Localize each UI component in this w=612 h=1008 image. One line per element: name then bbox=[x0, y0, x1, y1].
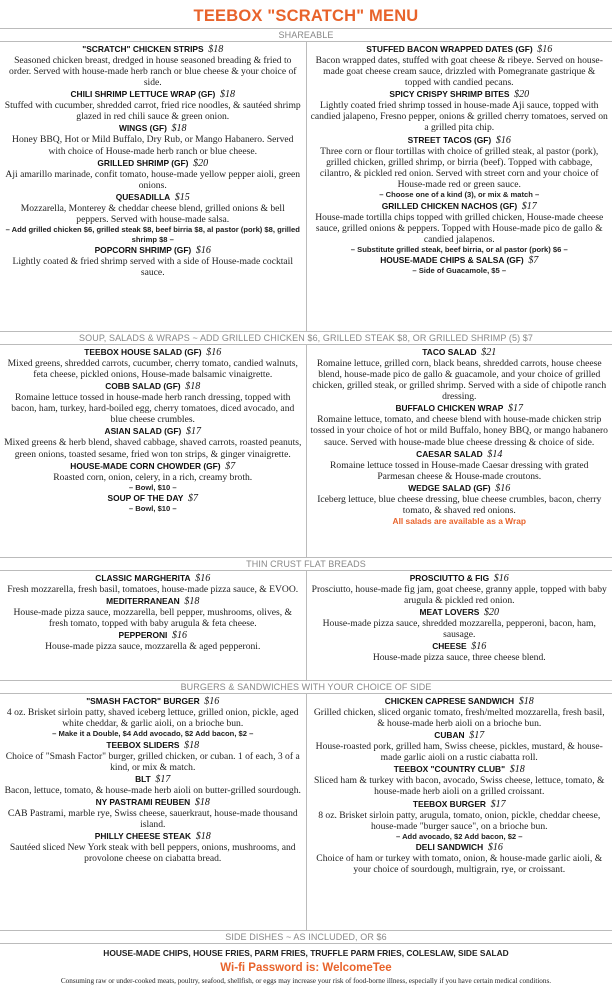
section-heading: SIDE DISHES ~ AS INCLUDED, OR $6 bbox=[0, 930, 612, 944]
item-price: $16 bbox=[471, 641, 487, 653]
item-description: House-made pizza sauce, mozzarella, bell pepper, mushrooms, olives, & fresh tomato, topped with baby arugula & feta cheese. bbox=[13, 607, 293, 630]
item-name: TEEBOX BURGER bbox=[412, 798, 486, 809]
item-name: CHICKEN CAPRESE SANDWICH bbox=[384, 696, 515, 706]
item-name: GRILLED CHICKEN NACHOS (GF) bbox=[381, 200, 518, 211]
item-note: – Add avocado, $2 Add bacon, $2 – bbox=[396, 831, 523, 841]
item-description: Romaine lettuce tossed in House-made Caesar dressing with grated Parmesan cheese & House-made croutons. bbox=[330, 459, 589, 482]
item-description: Seasoned chicken breast, dredged in house seasoned breading & fried to order. Served with house-made herb ranch or blue cheese & your choice of side. bbox=[9, 55, 297, 89]
item-description: Honey BBQ, Hot or Mild Buffalo, Dry Rub, or Mango Habanero. Served with choice of House-made herb ranch or blue cheese. bbox=[12, 134, 294, 157]
menu-item-heading bbox=[4, 630, 302, 641]
section-heading: SOUP, SALADS & WRAPS ~ ADD GRILLED CHICKEN $6, GRILLED STEAK $8, OR GRILLED SHRIMP (5) $7 bbox=[0, 331, 612, 345]
item-price: $16 bbox=[195, 245, 211, 257]
item-description: Lightly coated & fried shrimp served with a side of House-made cocktail sauce. bbox=[12, 256, 294, 279]
item-price: $16 bbox=[195, 573, 211, 584]
item-price: $18 bbox=[184, 596, 200, 608]
menu-item-heading bbox=[311, 696, 609, 707]
menu-item-heading bbox=[4, 493, 302, 504]
item-description: House-roasted pork, grilled ham, Swiss cheese, pickles, mustard, & house-made garlic aioli on a rustic ciabatta roll. bbox=[315, 741, 603, 764]
item-price: $18 bbox=[208, 44, 224, 55]
wrap-availability-note: All salads are available as a Wrap bbox=[392, 516, 526, 527]
item-name: CUBAN bbox=[434, 730, 465, 741]
menu-item-heading bbox=[311, 403, 609, 414]
item-name: TEEBOX HOUSE SALAD (GF) bbox=[84, 347, 202, 357]
item-name: CAESAR SALAD bbox=[416, 448, 483, 459]
menu-item-heading bbox=[4, 123, 302, 134]
item-name: DELI SANDWICH bbox=[415, 842, 484, 853]
item-name: MEDITERRANEAN bbox=[106, 596, 180, 607]
item-description: Bacon, lettuce, tomato, & house-made herb aioli on butter-grilled sourdough. bbox=[4, 784, 301, 796]
menu-item-heading bbox=[4, 44, 302, 55]
item-price: $16 bbox=[495, 134, 511, 146]
item-name: PEPPERONI bbox=[118, 630, 168, 641]
item-description: Three corn or flour tortillas with choice of grilled steak, al pastor (pork), grilled chicken, grilled shrimp, or birria (beef). Topped with cabbage, cilantro, & pickled red onion. Served with street corn and your choice of House-made red or green sauce. bbox=[319, 145, 599, 190]
item-name: STUFFED BACON WRAPPED DATES (GF) bbox=[366, 44, 533, 54]
item-description: Stuffed with cucumber, shredded carrot, fried rice noodles, & sautéed shrimp glazed in red chili sauce & green onion. bbox=[4, 100, 301, 123]
menu-column-right bbox=[307, 571, 612, 680]
item-name: TEEBOX SLIDERS bbox=[106, 739, 180, 750]
menu-item-heading bbox=[4, 192, 302, 203]
item-name: BLT bbox=[135, 773, 151, 784]
item-description: Grilled chicken, sliced organic tomato, fresh/melted mozzarella, fresh basil, & house-made herb aioli on a brioche bun. bbox=[313, 707, 605, 730]
menu-item-heading bbox=[4, 596, 302, 607]
menu-item-heading bbox=[4, 158, 302, 169]
menu-item-heading bbox=[311, 842, 609, 853]
item-name: TACO SALAD bbox=[422, 347, 477, 357]
item-price: $16 bbox=[172, 630, 188, 642]
menu-item-heading bbox=[311, 135, 609, 146]
item-price: $14 bbox=[487, 448, 503, 460]
menu-item-heading bbox=[4, 426, 302, 437]
item-description: 4 oz. Brisket sirloin patty, shaved iceberg lettuce, grilled onion, pickle, aged white cheddar, & garlic aioli, on a brioche bun. bbox=[6, 707, 299, 730]
item-price: $20 bbox=[193, 157, 209, 169]
item-description: Romaine lettuce, grilled corn, black beans, shredded carrots, house cheese blend, house-made pico de gallo & guacamole, and your choice of grilled chicken, grilled steak, or grilled shrimp. Served with a side of chipotle ranch dressing. bbox=[312, 358, 607, 403]
item-name: WEDGE SALAD (GF) bbox=[408, 482, 491, 493]
item-description: Roasted corn, onion, celery, in a rich, creamy broth. bbox=[53, 471, 253, 483]
item-name: CLASSIC MARGHERITA bbox=[95, 573, 191, 583]
section-heading: THIN CRUST FLAT BREADS bbox=[0, 557, 612, 571]
item-name: WINGS (GF) bbox=[118, 123, 167, 134]
menu-column-left bbox=[0, 694, 307, 930]
menu-item-heading bbox=[4, 740, 302, 751]
item-description: CAB Pastrami, marble rye, Swiss cheese, sauerkraut, house-made thousand island. bbox=[7, 808, 298, 831]
food-safety-disclaimer: Consuming raw or under-cooked meats, poultry, seafood, shellfish, or eggs may increase your risk of food-borne illness, especially if you have certain medical conditions. bbox=[60, 977, 552, 985]
item-description: Iceberg lettuce, blue cheese dressing, blue cheese crumbles, bacon, cherry tomato, & shaved red onions. bbox=[317, 493, 602, 516]
item-name: "SMASH FACTOR" BURGER bbox=[86, 696, 200, 706]
item-price: $18 bbox=[195, 831, 211, 843]
item-price: $16 bbox=[206, 347, 222, 358]
item-price: $16 bbox=[204, 696, 220, 707]
item-name: MEAT LOVERS bbox=[419, 607, 480, 618]
menu-item-heading bbox=[311, 730, 609, 741]
menu-item-heading bbox=[4, 573, 302, 584]
item-name: BUFFALO CHICKEN WRAP bbox=[395, 403, 504, 414]
item-description: Bacon wrapped dates, stuffed with goat cheese & ribeye. Served on house-made goat cheese cream sauce, drizzled with Pomegranate gastrique & topped with candied pecans. bbox=[315, 55, 603, 89]
item-price: $7 bbox=[225, 460, 236, 472]
menu-title: TEEBOX "SCRATCH" MENU bbox=[193, 7, 419, 25]
item-price: $18 bbox=[509, 764, 525, 776]
menu-item-heading bbox=[4, 381, 302, 392]
menu-column-left bbox=[0, 42, 307, 331]
item-name: "SCRATCH" CHICKEN STRIPS bbox=[82, 44, 204, 54]
menu-item-heading bbox=[311, 764, 609, 775]
item-description: Lightly coated fried shrimp tossed in house-made Aji sauce, topped with candied jalapeno, Fresno pepper, onions & grilled cherry tomatoes, served on a grilled pita chip. bbox=[310, 100, 608, 134]
item-note: – Substitute grilled steak, beef birria, or al pastor (pork) $6 – bbox=[350, 244, 568, 254]
menu-column-left bbox=[0, 571, 307, 680]
item-description: House-made tortilla chips topped with grilled chicken, House-made cheese sauce, grilled onions & peppers. Topped with House-made pico de gallo & candied jalapenos. bbox=[315, 211, 604, 245]
section-burgers-sandwiches bbox=[0, 680, 612, 930]
item-price: $7 bbox=[528, 255, 539, 267]
menu-item-heading bbox=[4, 347, 302, 358]
item-note: – Bowl, $10 – bbox=[128, 482, 177, 492]
menu-column-right bbox=[307, 42, 612, 331]
item-name: QUESADILLA bbox=[115, 191, 171, 202]
menu-item-heading bbox=[4, 831, 302, 842]
section-heading: SHAREABLE bbox=[0, 28, 612, 42]
menu-item-heading bbox=[311, 347, 609, 358]
item-note: – Bowl, $10 – bbox=[128, 504, 177, 514]
menu-item-heading bbox=[4, 774, 302, 785]
item-note: – Make it a Double, $4 Add avocado, $2 Add bacon, $2 – bbox=[52, 729, 254, 739]
item-name: PROSCIUTTO & FIG bbox=[409, 573, 490, 583]
item-description: Romaine lettuce, tomato, and cheese blend with house-made chicken strip tossed in your choice of hot or mild Buffalo, honey BBQ, or mango habanero sauce. Served with house-made blue cheese dressing & choice of side. bbox=[310, 414, 608, 448]
section-flat-breads bbox=[0, 557, 612, 680]
menu-column-left bbox=[0, 345, 307, 557]
item-description: Aji amarillo marinade, confit tomato, house-made yellow pepper aioli, green onions. bbox=[5, 168, 301, 191]
menu-item-heading bbox=[4, 89, 302, 100]
item-description: Mixed greens & herb blend, shaved cabbage, shaved carrots, roasted peanuts, green onions, toasted sesame, fried won ton strips, & ginger vinaigrette. bbox=[4, 437, 302, 460]
item-description: 8 oz. Brisket sirloin patty, arugula, tomato, onion, pickle, cheddar cheese, house-made "burger sauce", on a brioche bun. bbox=[318, 809, 601, 832]
item-name: POPCORN SHRIMP (GF) bbox=[94, 245, 192, 256]
menu-item-heading bbox=[311, 607, 609, 618]
item-name: GRILLED SHRIMP (GF) bbox=[97, 157, 189, 168]
item-description: House-made pizza sauce, mozzarella & aged pepperoni. bbox=[45, 641, 261, 653]
item-name: CHEESE bbox=[432, 641, 467, 652]
menu-column-right bbox=[307, 694, 612, 930]
item-price: $18 bbox=[518, 696, 534, 707]
item-name: TEEBOX "COUNTRY CLUB" bbox=[393, 764, 506, 775]
item-price: $17 bbox=[469, 730, 485, 742]
menu-item-heading bbox=[4, 245, 302, 256]
side-dishes-list: HOUSE-MADE CHIPS, HOUSE FRIES, PARM FRIES, TRUFFLE PARM FRIES, COLESLAW, SIDE SALAD bbox=[103, 948, 509, 958]
item-name: HOUSE-MADE CHIPS & SALSA (GF) bbox=[380, 255, 524, 266]
item-description: Romaine lettuce tossed in house-made herb ranch dressing, topped with bacon, ham, turkey, hard-boiled egg, cherry tomatoes, diced avocado, and blue cheese crumbles. bbox=[11, 392, 295, 426]
item-price: $18 bbox=[184, 739, 200, 751]
item-description: Choice of ham or turkey with tomato, onion, & house-made garlic aioli, & your choice of sourdough, multigrain, rye, or croissant. bbox=[316, 853, 603, 876]
menu-item-heading bbox=[311, 483, 609, 494]
item-price: $20 bbox=[514, 89, 530, 101]
item-description: Prosciutto, house-made fig jam, goat cheese, granny apple, topped with baby arugula & pickled red onion. bbox=[311, 584, 607, 607]
item-name: SOUP OF THE DAY bbox=[107, 493, 184, 504]
item-price: $16 bbox=[495, 482, 511, 494]
item-note: – Side of Guacamole, $5 – bbox=[412, 266, 507, 276]
menu-item-heading bbox=[4, 696, 302, 707]
menu-item-heading bbox=[311, 799, 609, 810]
item-note: – Add grilled chicken $6, grilled steak $8, beef birria $8, al pastor (pork) $8, grilled shrimp $8 – bbox=[5, 225, 300, 244]
item-price: $16 bbox=[537, 44, 553, 55]
item-price: $21 bbox=[481, 347, 497, 358]
menu-item-heading bbox=[311, 449, 609, 460]
menu-item-heading bbox=[311, 201, 609, 212]
item-price: $18 bbox=[171, 123, 187, 135]
item-name: ASIAN SALAD (GF) bbox=[104, 426, 182, 437]
item-price: $7 bbox=[188, 493, 198, 505]
menu-item-heading bbox=[4, 461, 302, 472]
section-soup-salads-wraps bbox=[0, 331, 612, 557]
item-description: Sliced ham & turkey with bacon, avocado, Swiss cheese, lettuce, tomato, & house-made herb aioli on a grilled croissant. bbox=[314, 775, 605, 798]
item-name: NY PASTRAMI REUBEN bbox=[95, 797, 191, 808]
section-shareable bbox=[0, 28, 612, 331]
menu-item-heading bbox=[311, 255, 609, 266]
item-price: $16 bbox=[493, 573, 509, 584]
item-price: $16 bbox=[487, 842, 503, 854]
item-description: Fresh mozzarella, fresh basil, tomatoes, house-made pizza sauce, & EVOO. bbox=[7, 584, 299, 595]
menu-item-heading bbox=[311, 641, 609, 652]
item-price: $17 bbox=[508, 403, 524, 415]
item-price: $18 bbox=[194, 797, 210, 809]
item-name: COBB SALAD (GF) bbox=[105, 381, 181, 392]
item-name: CHILI SHRIMP LETTUCE WRAP (GF) bbox=[70, 89, 216, 100]
item-name: HOUSE-MADE CORN CHOWDER (GF) bbox=[70, 460, 221, 471]
item-price: $17 bbox=[185, 426, 201, 438]
item-description: House-made pizza sauce, three cheese blend. bbox=[372, 652, 546, 664]
item-description: Mozzarella, Monterey & cheddar cheese blend, grilled onions & bell peppers. Served with house-made salsa. bbox=[20, 202, 285, 225]
item-price: $18 bbox=[220, 89, 235, 101]
item-note: – Choose one of a kind (3), or mix & match – bbox=[379, 189, 540, 199]
section-heading: BURGERS & SANDWICHES WITH YOUR CHOICE OF SIDE bbox=[0, 680, 612, 694]
item-description: House-made pizza sauce, shredded mozzarella, pepperoni, bacon, ham, sausage. bbox=[322, 618, 596, 641]
menu-column-right bbox=[307, 345, 612, 557]
section-side-dishes bbox=[0, 930, 612, 959]
menu-item-heading bbox=[311, 89, 609, 100]
item-name: STREET TACOS (GF) bbox=[407, 134, 492, 145]
menu-item-heading bbox=[311, 573, 609, 584]
wifi-password: Wi-fi Password is: WelcomeTee bbox=[220, 962, 392, 974]
item-price: $20 bbox=[484, 607, 500, 619]
item-price: $18 bbox=[185, 381, 201, 393]
item-description: Choice of "Smash Factor" burger, grilled chicken, or cuban. 1 of each, 3 of a kind, or mix & match. bbox=[5, 750, 300, 773]
menu-item-heading bbox=[311, 44, 609, 55]
item-description: Sautéed sliced New York steak with bell peppers, onions, mushrooms, and provolone cheese on ciabatta bread. bbox=[9, 842, 296, 865]
item-price: $17 bbox=[521, 200, 537, 212]
item-price: $17 bbox=[490, 798, 506, 810]
item-price: $17 bbox=[155, 773, 171, 785]
item-price: $15 bbox=[174, 191, 190, 203]
menu-item-heading bbox=[4, 797, 302, 808]
item-description: Mixed greens, shredded carrots, cucumber, cherry tomato, candied walnuts, feta cheese, pickled onions, House-made balsamic vinaigrette. bbox=[7, 358, 298, 381]
item-name: SPICY CRISPY SHRIMP BITES bbox=[389, 89, 510, 100]
item-name: PHILLY CHEESE STEAK bbox=[94, 831, 192, 842]
